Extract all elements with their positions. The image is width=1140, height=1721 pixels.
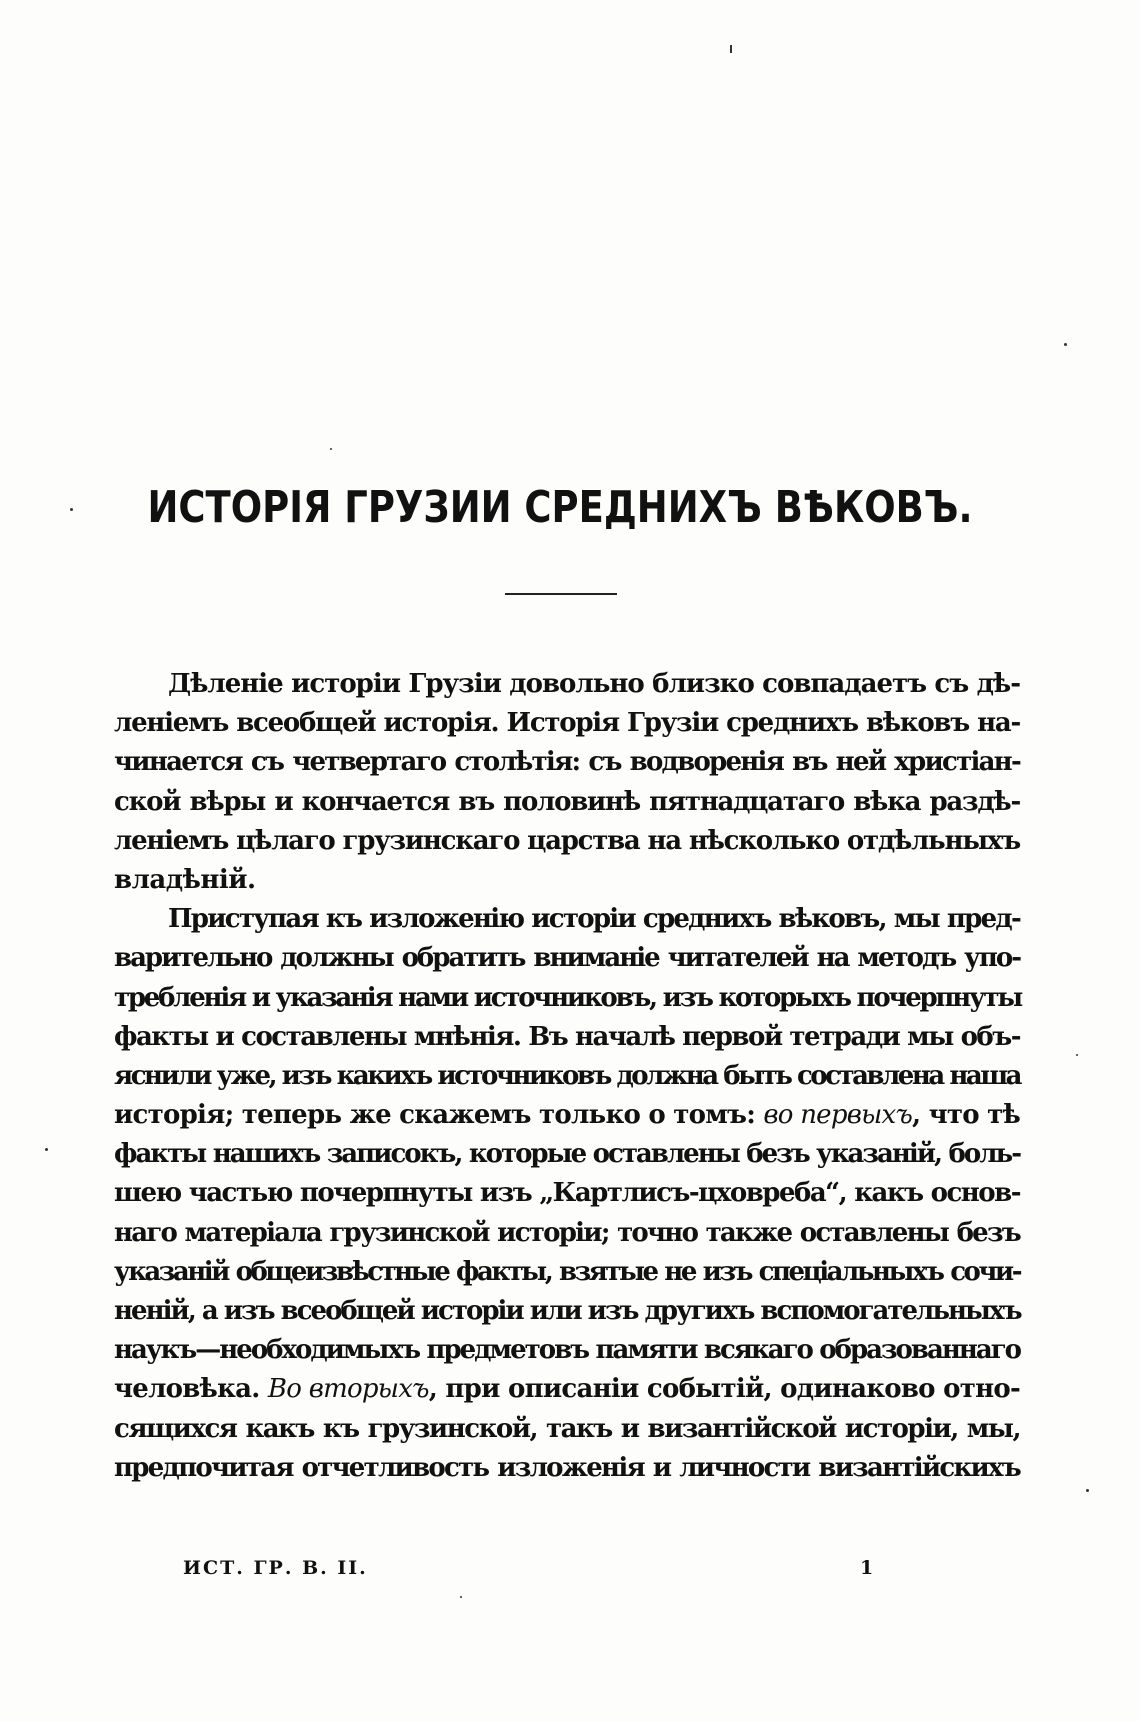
emphasis: Во вторыхъ (267, 1374, 429, 1405)
title-divider (505, 593, 617, 595)
text-line: леніемъ цѣлаго грузинскаго царства на нѣсколько отдѣльныхъ (114, 825, 1020, 856)
paper-speck (70, 508, 73, 511)
text-line: ской вѣры и кончается въ половинѣ пятнадцатаго вѣка раздѣ- (114, 786, 1020, 817)
text-line: владѣній. (114, 864, 256, 895)
text-line: яснили уже, изъ какихъ источниковъ должна быть составлена наша (114, 1060, 1020, 1091)
text-segment: человѣка. (114, 1374, 268, 1405)
text-line (114, 1370, 1020, 1409)
text-line: леніемъ всеобщей исторія. Исторія Грузіи среднихъ вѣковъ на- (114, 708, 1020, 739)
signature-mark: ИСТ. ГР. В. II. (183, 1557, 368, 1579)
sheet-number: 1 (860, 1557, 874, 1579)
text-line: наго матеріала грузинской исторіи; точно также оставлены безъ (114, 1217, 1020, 1248)
text-line: факты и составлены мнѣнія. Въ началѣ первой тетради мы объ- (114, 1021, 1020, 1052)
paper-speck (45, 1148, 48, 1151)
text-line: шею частью почерпнуты изъ „Картлисъ-цховреба“, какъ основ- (114, 1178, 1020, 1209)
paper-speck (1076, 1054, 1078, 1056)
text-line: сящихся какъ къ грузинской, такъ и византійской исторіи, мы, (114, 1413, 1020, 1444)
text-line: чинается съ четвертаго столѣтія: съ водворенія въ ней христіан- (114, 747, 1020, 778)
chapter-title: ИСТОРІЯ ГРУЗИИ СРЕДНИХЪ ВѢКОВЪ. (147, 482, 973, 533)
text-line: Дѣленіе исторіи Грузіи довольно близко совпадаетъ съ дѣ- (168, 669, 1020, 699)
paper-speck (1064, 343, 1067, 346)
text-line: предпочитая отчетливость изложенія и личности византійскихъ (114, 1452, 1020, 1483)
text-line: требленія и указанія нами источниковъ, изъ которыхъ почерпнуты (114, 982, 1022, 1013)
text-segment: , что тѣ (912, 1100, 1021, 1131)
body-text (114, 665, 1020, 1488)
text-line (114, 1096, 1020, 1135)
text-line: Приступая къ изложенію исторіи среднихъ вѣковъ, мы пред- (168, 904, 1020, 935)
paper-speck (1086, 1489, 1089, 1492)
text-line: варительно должны обратить вниманіе читателей на методъ упо- (114, 943, 1020, 974)
text-line: факты нашихъ записокъ, которые оставлены безъ указаній, боль- (114, 1139, 1020, 1170)
text-line: наукъ—необходимыхъ предметовъ памяти всякаго образованнаго (114, 1335, 1020, 1366)
paper-speck (330, 448, 332, 450)
paper-speck (460, 1596, 462, 1598)
text-segment: , при описаніи событій, одинаково отно- (428, 1374, 1020, 1405)
paper-speck (730, 45, 732, 53)
text-segment: исторія; теперь же скажемъ только о томъ: (114, 1100, 764, 1131)
text-line: указаній общеизвѣстные факты, взятые не изъ спеціальныхъ сочи- (114, 1256, 1020, 1287)
text-line: неній, а изъ всеобщей исторіи или изъ другихъ вспомогательныхъ (114, 1296, 1021, 1326)
emphasis: во первыхъ (763, 1100, 913, 1131)
